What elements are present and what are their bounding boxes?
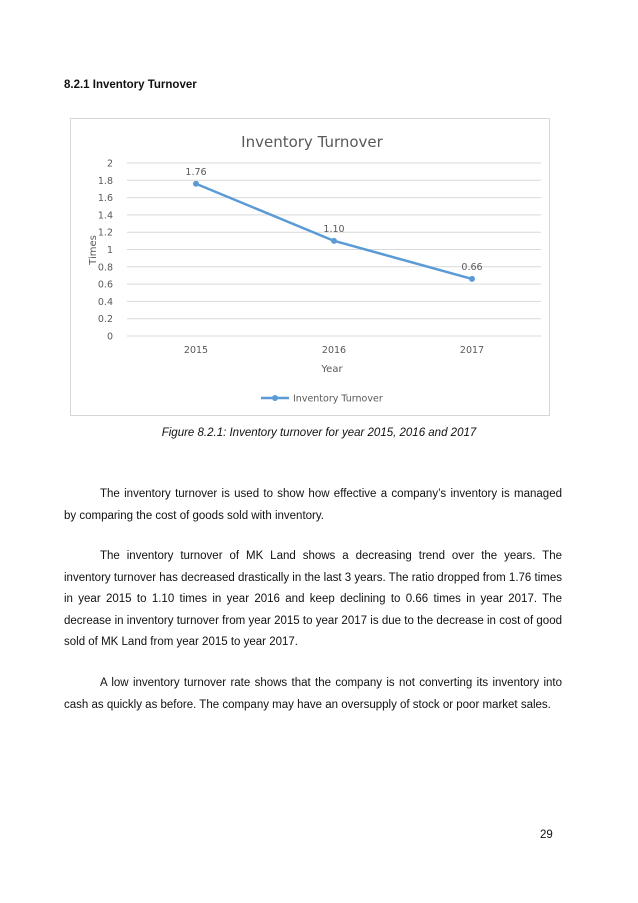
y-tick-label: 0 — [106, 331, 113, 343]
figure-caption: Figure 8.2.1: Inventory turnover for year 2015, 2016 and 2017 — [161, 427, 477, 439]
legend-marker — [272, 395, 278, 401]
y-tick-label: 1 — [106, 245, 113, 256]
data-label: 1.10 — [323, 223, 345, 235]
y-axis-label: Times — [88, 235, 99, 265]
y-tick-label: 2 — [106, 158, 113, 170]
data-label: 0.66 — [461, 261, 483, 273]
paragraph-3: A low inventory turnover rate shows that the company is not converting its inventory into cash as quickly as before. The company may have an oversupply of stock or poor market sales. — [64, 677, 562, 711]
data-point — [469, 276, 475, 282]
data-point — [331, 238, 337, 244]
y-tick-label: 0.6 — [97, 279, 113, 291]
y-tick-label: 0.4 — [97, 296, 113, 308]
x-tick-label: 2016 — [321, 345, 347, 356]
paragraph-2: The inventory turnover of MK Land shows a decreasing trend over the years. The inventory turnover has decreased drastically in the last 3 years. The ratio dropped from 1.76 times in year 2015 to 1.10 times in year 2016 and keep declining to 0.66 times in year 2017. The decrease in inventory turnover from year 2015 to year 2017 is due to the decrease in cost of good sold of MK Land from year 2015 to year 2017. — [64, 550, 562, 648]
data-point — [193, 181, 199, 187]
x-tick-label: 2017 — [459, 345, 485, 356]
y-tick-label: 1.6 — [97, 193, 113, 205]
inventory-turnover-chart — [70, 118, 550, 416]
paragraph-1: The inventory turnover is used to show how effective a company’s inventory is managed by comparing the cost of goods sold with inventory. — [64, 488, 562, 522]
y-tick-label: 1.8 — [97, 175, 113, 187]
chart-svg — [71, 119, 549, 415]
x-axis-label: Year — [321, 364, 343, 375]
y-tick-label: 0.8 — [97, 262, 113, 274]
page-number: 29 — [540, 829, 553, 841]
section-heading: 8.2.1 Inventory Turnover — [64, 79, 197, 91]
y-tick-label: 1.2 — [97, 227, 113, 239]
y-tick-label: 1.4 — [97, 210, 113, 222]
x-tick-label: 2015 — [183, 345, 209, 356]
chart-title: Inventory Turnover — [241, 133, 383, 151]
y-tick-label: 0.2 — [97, 314, 113, 326]
legend-entry: Inventory Turnover — [293, 393, 383, 405]
data-label: 1.76 — [185, 166, 207, 178]
